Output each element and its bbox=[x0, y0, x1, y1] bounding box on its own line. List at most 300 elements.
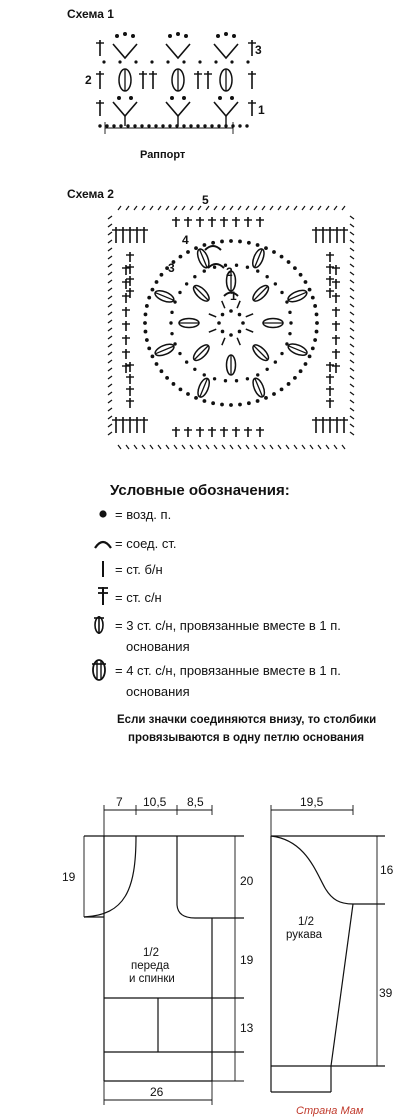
border-stitch bbox=[350, 376, 354, 379]
border-stitch bbox=[182, 206, 185, 210]
legend-item-sc: = ст. б/н bbox=[115, 562, 163, 577]
chain-dot bbox=[293, 376, 297, 380]
border-stitch bbox=[350, 320, 354, 323]
border-stitch bbox=[126, 445, 129, 449]
border-stitch bbox=[158, 206, 161, 210]
border-stitch bbox=[246, 206, 249, 210]
border-stitch bbox=[262, 445, 265, 449]
chain-dot bbox=[105, 124, 108, 127]
chain-dot bbox=[308, 288, 312, 292]
border-stitch bbox=[150, 206, 153, 210]
border-stitch bbox=[350, 400, 354, 403]
dc-cross-icon bbox=[98, 587, 108, 605]
border-stitch bbox=[350, 352, 354, 355]
chain-dot bbox=[143, 321, 147, 325]
body-label-3: и спинки bbox=[129, 973, 175, 985]
border-stitch bbox=[206, 445, 209, 449]
border-stitch bbox=[350, 280, 354, 283]
border-stitch bbox=[350, 344, 354, 347]
border-stitch bbox=[108, 368, 112, 371]
legend-note-line1: Если значки соединяются внизу, то столбики bbox=[117, 714, 377, 726]
chain-dot bbox=[155, 280, 159, 284]
legend-item-slip: = соед. ст. bbox=[115, 536, 177, 551]
chain-dot bbox=[147, 296, 151, 300]
cluster-stitch bbox=[191, 342, 212, 363]
chain-dot bbox=[172, 382, 176, 386]
border-stitch bbox=[108, 416, 112, 419]
border-stitch bbox=[108, 424, 112, 427]
body-pattern bbox=[62, 795, 254, 1105]
chain-dot bbox=[175, 124, 178, 127]
border-stitch bbox=[230, 445, 233, 449]
border-stitch bbox=[246, 445, 249, 449]
body-dim-bottom: 26 bbox=[150, 1085, 164, 1099]
chain-dot bbox=[264, 246, 268, 250]
border-stitch bbox=[350, 336, 354, 339]
chain-dot bbox=[264, 396, 268, 400]
border-stitch bbox=[108, 344, 112, 347]
chain-dot bbox=[256, 373, 259, 376]
border-stitch bbox=[108, 256, 112, 259]
border-stitch bbox=[334, 206, 337, 210]
border-stitch bbox=[350, 368, 354, 371]
border-stitch bbox=[108, 296, 112, 299]
legend-item-cluster4-cont: основания bbox=[126, 684, 190, 699]
chain-dot bbox=[280, 387, 284, 391]
chain-dot bbox=[145, 304, 149, 308]
watermark-text: Страна Мам bbox=[296, 1105, 364, 1117]
chain-dot bbox=[169, 321, 172, 324]
chain-dot bbox=[315, 313, 319, 317]
chain-dot bbox=[287, 260, 291, 264]
chain-dot bbox=[203, 124, 206, 127]
chain-dot bbox=[168, 124, 171, 127]
chain-dot bbox=[193, 275, 196, 278]
cluster-stitch bbox=[191, 283, 212, 304]
chain-dot bbox=[235, 264, 238, 267]
body-dim-right-1: 20 bbox=[240, 874, 254, 888]
cluster-stem bbox=[288, 346, 306, 354]
chain-dot bbox=[230, 60, 233, 63]
cluster-stitch bbox=[250, 342, 271, 363]
chain-dot bbox=[315, 321, 319, 325]
border-stitch bbox=[108, 312, 112, 315]
border-stitch bbox=[350, 424, 354, 427]
chain-dot bbox=[178, 291, 181, 294]
border-stitch bbox=[108, 224, 112, 227]
chain-dot bbox=[196, 124, 199, 127]
spoke-stitch bbox=[237, 301, 240, 308]
chain-dot bbox=[211, 241, 215, 245]
body-label-1: 1/2 bbox=[143, 947, 159, 959]
sleeve-pattern bbox=[271, 795, 394, 1092]
border-stitch bbox=[108, 280, 112, 283]
border-stitch bbox=[270, 445, 273, 449]
chain-dot bbox=[311, 296, 315, 300]
chain-dot bbox=[224, 379, 227, 382]
sleeve-dim-top: 19,5 bbox=[300, 795, 324, 809]
cluster-stitch bbox=[287, 342, 309, 358]
chain-dot bbox=[155, 362, 159, 366]
chain-dot bbox=[170, 96, 174, 100]
chain-dot bbox=[211, 401, 215, 405]
chain-dot bbox=[213, 266, 216, 269]
border-stitch bbox=[286, 445, 289, 449]
chain-dot bbox=[151, 288, 155, 292]
border-stitch bbox=[334, 445, 337, 449]
v-shell bbox=[113, 44, 137, 58]
chain-dot bbox=[288, 311, 291, 314]
legend-item-cluster4: = 4 ст. с/н, провязанные вместе в 1 п. bbox=[115, 663, 341, 678]
border-stitch bbox=[108, 232, 112, 235]
cluster-stitch bbox=[251, 377, 267, 399]
border-stitch bbox=[318, 206, 321, 210]
slip-arc-icon bbox=[95, 542, 111, 548]
chain-dot bbox=[160, 273, 164, 277]
cluster-stitch bbox=[250, 247, 266, 269]
slip-arc bbox=[205, 246, 221, 250]
border-stitch bbox=[302, 445, 305, 449]
chain-dot bbox=[151, 354, 155, 358]
chain-dot bbox=[247, 401, 251, 405]
chain-dot bbox=[217, 124, 220, 127]
chain-dot bbox=[186, 250, 190, 254]
cluster3-icon bbox=[94, 616, 104, 634]
chain-dot bbox=[229, 333, 233, 337]
border-stitch bbox=[286, 206, 289, 210]
border-stitch bbox=[350, 432, 354, 435]
chain-dot bbox=[165, 376, 169, 380]
v-shell bbox=[214, 44, 238, 58]
chain-dot bbox=[289, 321, 292, 324]
cluster-stem bbox=[255, 249, 263, 267]
v-shell bbox=[214, 102, 238, 116]
cluster-stitch bbox=[119, 69, 131, 91]
border-stitch bbox=[198, 206, 201, 210]
cluster-stitch bbox=[172, 69, 184, 91]
border-stitch bbox=[214, 206, 217, 210]
border-stitch bbox=[350, 392, 354, 395]
border-stitch bbox=[350, 416, 354, 419]
cluster-stitch bbox=[227, 355, 236, 375]
sleeve-dim-right-2: 39 bbox=[379, 986, 393, 1000]
sleeve-dim-right-1: 16 bbox=[380, 863, 394, 877]
chain-dot bbox=[131, 34, 135, 38]
chain-dot bbox=[224, 124, 227, 127]
chain-dot bbox=[308, 354, 312, 358]
chain-dot bbox=[293, 266, 297, 270]
chain-dot bbox=[280, 255, 284, 259]
v-shell bbox=[166, 102, 190, 116]
chain-dot bbox=[117, 96, 121, 100]
scheme1-row-3 bbox=[96, 32, 256, 64]
legend-item-cluster3: = 3 ст. с/н, провязанные вместе в 1 п. bbox=[115, 618, 341, 633]
chain-dot bbox=[182, 124, 185, 127]
spoke-stitch bbox=[222, 338, 225, 345]
cluster4-icon bbox=[92, 660, 106, 680]
border-stitch bbox=[254, 445, 257, 449]
chain-dot bbox=[238, 403, 242, 407]
border-stitch bbox=[158, 445, 161, 449]
border-stitch bbox=[108, 320, 112, 323]
chain-dot bbox=[218, 96, 222, 100]
chain-dot bbox=[246, 377, 249, 380]
cluster-stem bbox=[155, 293, 173, 301]
border-stitch bbox=[326, 445, 329, 449]
spoke-stitch bbox=[246, 314, 253, 317]
spoke-stitch bbox=[209, 314, 216, 317]
chain-dot bbox=[216, 34, 220, 38]
spoke-stitch bbox=[237, 338, 240, 345]
chain-dot bbox=[189, 124, 192, 127]
chain-dot bbox=[166, 60, 169, 63]
chain-dot bbox=[112, 124, 115, 127]
spoke-stitch bbox=[222, 301, 225, 308]
body-dim-top-2: 10,5 bbox=[143, 795, 167, 809]
border-stitch bbox=[108, 384, 112, 387]
chain-dot bbox=[229, 239, 233, 243]
border-stitch bbox=[238, 445, 241, 449]
chain-dot bbox=[246, 266, 249, 269]
border-stitch bbox=[108, 400, 112, 403]
chain-dot bbox=[246, 60, 249, 63]
cluster-stitch bbox=[154, 342, 176, 358]
chain-dot bbox=[176, 32, 180, 36]
border-stitch bbox=[254, 206, 257, 210]
border-stitch bbox=[190, 206, 193, 210]
v-shell bbox=[166, 44, 190, 58]
body-dim-right-2: 19 bbox=[240, 953, 254, 967]
chain-dot bbox=[217, 321, 221, 325]
chain-dot bbox=[274, 282, 277, 285]
spoke-stitch bbox=[209, 329, 216, 332]
chain-dot bbox=[280, 352, 283, 355]
chain-dot bbox=[313, 304, 317, 308]
chain-dot bbox=[150, 60, 153, 63]
sleeve-label-1: 1/2 bbox=[298, 916, 314, 928]
border-stitch bbox=[214, 445, 217, 449]
chain-dot bbox=[213, 377, 216, 380]
border-stitch bbox=[108, 248, 112, 251]
border-stitch bbox=[350, 240, 354, 243]
chain-dot bbox=[210, 124, 213, 127]
border-stitch bbox=[350, 408, 354, 411]
border-stitch bbox=[350, 384, 354, 387]
chain-dot bbox=[129, 96, 133, 100]
body-dim-left: 19 bbox=[62, 870, 76, 884]
cluster-stem bbox=[288, 292, 306, 300]
chain-dot bbox=[170, 332, 173, 335]
border-stitch bbox=[118, 445, 121, 449]
chain-dot bbox=[154, 124, 157, 127]
cluster-stem bbox=[199, 249, 207, 267]
watermark bbox=[296, 1105, 364, 1117]
scheme2-round-label-1: 1 bbox=[230, 289, 237, 303]
border-stitch bbox=[182, 445, 185, 449]
scheme1-row-label-2: 2 bbox=[85, 73, 92, 87]
border-stitch bbox=[134, 445, 137, 449]
cluster-stem bbox=[155, 346, 173, 354]
chain-dot bbox=[134, 60, 137, 63]
chain-dot bbox=[126, 124, 129, 127]
v-shell bbox=[113, 102, 137, 116]
border-stitch bbox=[222, 206, 225, 210]
chain-dot bbox=[272, 250, 276, 254]
chain-dot bbox=[179, 387, 183, 391]
border-stitch bbox=[350, 272, 354, 275]
chain-dot bbox=[230, 96, 234, 100]
scheme2-round-label-4: 4 bbox=[182, 233, 189, 247]
cluster-stitch bbox=[179, 319, 199, 328]
chain-dot bbox=[98, 124, 101, 127]
border-stitch bbox=[294, 445, 297, 449]
chain-dot bbox=[185, 282, 188, 285]
border-stitch bbox=[310, 445, 313, 449]
chain-dot bbox=[221, 313, 225, 317]
chain-dot bbox=[194, 396, 198, 400]
border-stitch bbox=[270, 206, 273, 210]
cluster-stem bbox=[255, 378, 263, 396]
chain-dot-icon bbox=[99, 510, 106, 517]
chain-dot bbox=[315, 330, 319, 334]
border-stitch bbox=[108, 432, 112, 435]
scheme1-row-label-1: 1 bbox=[258, 103, 265, 117]
chain-dot bbox=[256, 243, 260, 247]
chain-dot bbox=[313, 338, 317, 342]
border-stitch bbox=[198, 445, 201, 449]
border-stitch bbox=[108, 216, 112, 219]
chain-dot bbox=[144, 330, 148, 334]
chain-dot bbox=[140, 124, 143, 127]
chain-dot bbox=[265, 275, 268, 278]
chain-dot bbox=[203, 399, 207, 403]
chain-dot bbox=[238, 240, 242, 244]
border-stitch bbox=[142, 206, 145, 210]
border-stitch bbox=[108, 408, 112, 411]
chain-dot bbox=[235, 379, 238, 382]
legend-title: Условные обозначения: bbox=[110, 482, 290, 499]
chain-dot bbox=[147, 124, 150, 127]
scheme2-motif bbox=[108, 206, 354, 449]
border-stitch bbox=[134, 206, 137, 210]
chain-dot bbox=[304, 280, 308, 284]
chain-dot bbox=[288, 332, 291, 335]
border-stitch bbox=[126, 206, 129, 210]
border-stitch bbox=[108, 264, 112, 267]
chain-dot bbox=[241, 321, 245, 325]
chain-dot bbox=[203, 269, 206, 272]
scheme1-title: Схема 1 bbox=[67, 7, 114, 21]
border-stitch bbox=[318, 445, 321, 449]
body-dim-top-3: 8,5 bbox=[187, 795, 204, 809]
border-stitch bbox=[174, 445, 177, 449]
scheme1-foundation-chain bbox=[98, 124, 248, 127]
chain-dot bbox=[214, 60, 217, 63]
chain-dot bbox=[186, 392, 190, 396]
chain-dot bbox=[299, 369, 303, 373]
chain-dot bbox=[161, 124, 164, 127]
border-stitch bbox=[108, 328, 112, 331]
chain-dot bbox=[287, 382, 291, 386]
border-stitch bbox=[294, 206, 297, 210]
chain-dot bbox=[118, 60, 121, 63]
scheme1 bbox=[67, 7, 265, 161]
border-stitch bbox=[310, 206, 313, 210]
chain-dot bbox=[144, 313, 148, 317]
chain-dot bbox=[147, 346, 151, 350]
border-stitch bbox=[118, 206, 121, 210]
border-stitch bbox=[350, 296, 354, 299]
cluster-stitch bbox=[153, 288, 175, 304]
border-stitch bbox=[350, 248, 354, 251]
border-stitch bbox=[108, 352, 112, 355]
border-stitch bbox=[262, 206, 265, 210]
border-stitch bbox=[238, 206, 241, 210]
chain-dot bbox=[238, 330, 242, 334]
cluster-stitch bbox=[250, 283, 271, 304]
scheme1-chart bbox=[96, 32, 256, 128]
border-stitch bbox=[222, 445, 225, 449]
legend bbox=[92, 482, 376, 744]
chain-dot bbox=[123, 32, 127, 36]
chain-dot bbox=[280, 291, 283, 294]
cluster-stitch bbox=[263, 319, 283, 328]
chain-dot bbox=[311, 346, 315, 350]
chain-dot bbox=[304, 362, 308, 366]
border-stitch bbox=[278, 445, 281, 449]
cluster-stem bbox=[200, 378, 208, 396]
chain-dot bbox=[133, 124, 136, 127]
chain-dot bbox=[299, 273, 303, 277]
border-stitch bbox=[350, 216, 354, 219]
chain-dot bbox=[179, 255, 183, 259]
border-stitch bbox=[350, 328, 354, 331]
chain-dot bbox=[247, 241, 251, 245]
chain-dot bbox=[102, 60, 105, 63]
chain-dot bbox=[178, 352, 181, 355]
chain-dot bbox=[272, 392, 276, 396]
border-stitch bbox=[108, 360, 112, 363]
scheme2-round-label-5: 5 bbox=[202, 193, 209, 207]
chain-dot bbox=[229, 309, 233, 313]
border-stitch bbox=[108, 376, 112, 379]
scheme1-row-label-3: 3 bbox=[255, 43, 262, 57]
chain-dot bbox=[115, 34, 119, 38]
chain-dot bbox=[232, 34, 236, 38]
scheme2 bbox=[67, 187, 354, 449]
border-stitch bbox=[350, 256, 354, 259]
border-stitch bbox=[350, 312, 354, 315]
border-stitch bbox=[190, 445, 193, 449]
legend-item-dc: = ст. с/н bbox=[115, 590, 162, 605]
chain-dot bbox=[274, 360, 277, 363]
border-stitch bbox=[350, 360, 354, 363]
chain-dot bbox=[145, 338, 149, 342]
scheme2-round-label-3: 3 bbox=[168, 261, 175, 275]
chain-dot bbox=[168, 34, 172, 38]
border-stitch bbox=[166, 445, 169, 449]
chain-dot bbox=[203, 373, 206, 376]
scheme1-row-2 bbox=[96, 69, 256, 91]
chain-dot bbox=[224, 32, 228, 36]
chain-dot bbox=[229, 403, 233, 407]
legend-note-line2: провязываются в одну петлю основания bbox=[128, 732, 365, 744]
chain-dot bbox=[184, 34, 188, 38]
legend-item-cluster3-cont: основания bbox=[126, 639, 190, 654]
border-stitch bbox=[142, 445, 145, 449]
body-dim-top-1: 7 bbox=[116, 795, 123, 809]
chain-dot bbox=[220, 240, 224, 244]
